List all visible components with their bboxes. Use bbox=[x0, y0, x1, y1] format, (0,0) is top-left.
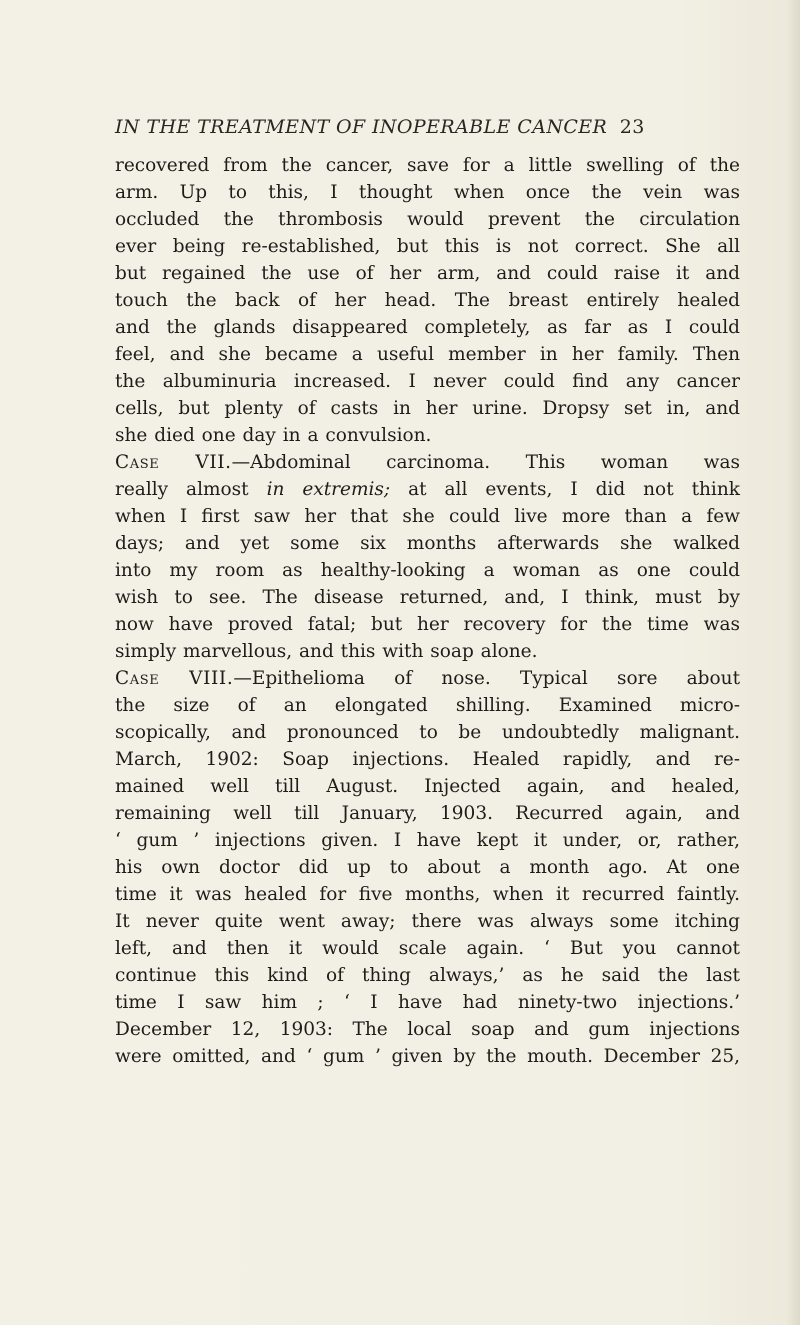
text-line: arm. Up to this, I thought when once the vein was bbox=[115, 182, 740, 203]
text-line: when I first saw her that she could live more than a few bbox=[115, 506, 740, 527]
text-line: March, 1902: Soap injections. Healed rapidly, and re- bbox=[115, 749, 740, 770]
text-fragment: at all events, I did not think bbox=[390, 479, 740, 500]
case-text: —Epithelioma of nose. Typical sore about bbox=[233, 668, 741, 689]
case-text: —Abdominal carcinoma. This woman was bbox=[231, 452, 740, 473]
text-line: continue this kind of thing always,’ as he said the last bbox=[115, 965, 740, 986]
text-line: now have proved fatal; but her recovery for the time was bbox=[115, 614, 740, 635]
text-line: ‘ gum ’ injections given. I have kept it under, or, rather, bbox=[115, 830, 740, 851]
text-line: into my room as healthy-looking a woman as one could bbox=[115, 560, 740, 581]
case-heading-line bbox=[115, 665, 740, 692]
text-line: touch the back of her head. The breast entirely healed bbox=[115, 290, 740, 311]
text-line: time it was healed for five months, when it recurred faintly. bbox=[115, 884, 740, 905]
text-line: the size of an elongated shilling. Examined micro- bbox=[115, 695, 740, 716]
text-line: were omitted, and ‘ gum ’ given by the mouth. December 25, bbox=[115, 1046, 740, 1067]
text-line: left, and then it would scale again. ‘ But you cannot bbox=[115, 938, 740, 959]
running-head bbox=[115, 116, 735, 138]
text-line: and the glands disappeared completely, as far as I could bbox=[115, 317, 740, 338]
text-line: occluded the thrombosis would prevent the circulation bbox=[115, 209, 740, 230]
text-line: cells, but plenty of casts in her urine. Dropsy set in, and bbox=[115, 398, 740, 419]
text-line bbox=[115, 476, 740, 503]
body-text bbox=[115, 152, 740, 1070]
text-line: she died one day in a convulsion. bbox=[115, 425, 432, 446]
text-fragment: really almost bbox=[115, 479, 267, 500]
text-line: recovered from the cancer, save for a little swelling of the bbox=[115, 155, 740, 176]
page-number: 23 bbox=[619, 116, 645, 138]
case-heading-line bbox=[115, 449, 740, 476]
text-line: days; and yet some six months afterwards she walked bbox=[115, 533, 740, 554]
text-line: mained well till August. Injected again, and healed, bbox=[115, 776, 740, 797]
case-label: Case VII. bbox=[115, 452, 232, 473]
text-line: scopically, and pronounced to be undoubtedly malignant. bbox=[115, 722, 740, 743]
page-edge-shadow bbox=[786, 0, 800, 1325]
text-line: ever being re-established, but this is not correct. She all bbox=[115, 236, 740, 257]
italic-phrase: in extremis; bbox=[266, 479, 391, 500]
text-line: It never quite went away; there was always some itching bbox=[115, 911, 740, 932]
text-line: time I saw him ; ‘ I have had ninety-two injections.’ bbox=[115, 992, 740, 1013]
text-line: his own doctor did up to about a month ago. At one bbox=[115, 857, 740, 878]
text-line: remaining well till January, 1903. Recurred again, and bbox=[115, 803, 740, 824]
text-line: the albuminuria increased. I never could find any cancer bbox=[115, 371, 740, 392]
text-line: but regained the use of her arm, and could raise it and bbox=[115, 263, 740, 284]
case-label: Case VIII. bbox=[115, 668, 234, 689]
text-line: December 12, 1903: The local soap and gum injections bbox=[115, 1019, 740, 1040]
running-head-title: IN THE TREATMENT OF INOPERABLE CANCER bbox=[115, 116, 608, 138]
text-line: simply marvellous, and this with soap alone. bbox=[115, 641, 538, 662]
text-line: wish to see. The disease returned, and, I think, must by bbox=[115, 587, 740, 608]
text-line: feel, and she became a useful member in her family. Then bbox=[115, 344, 740, 365]
